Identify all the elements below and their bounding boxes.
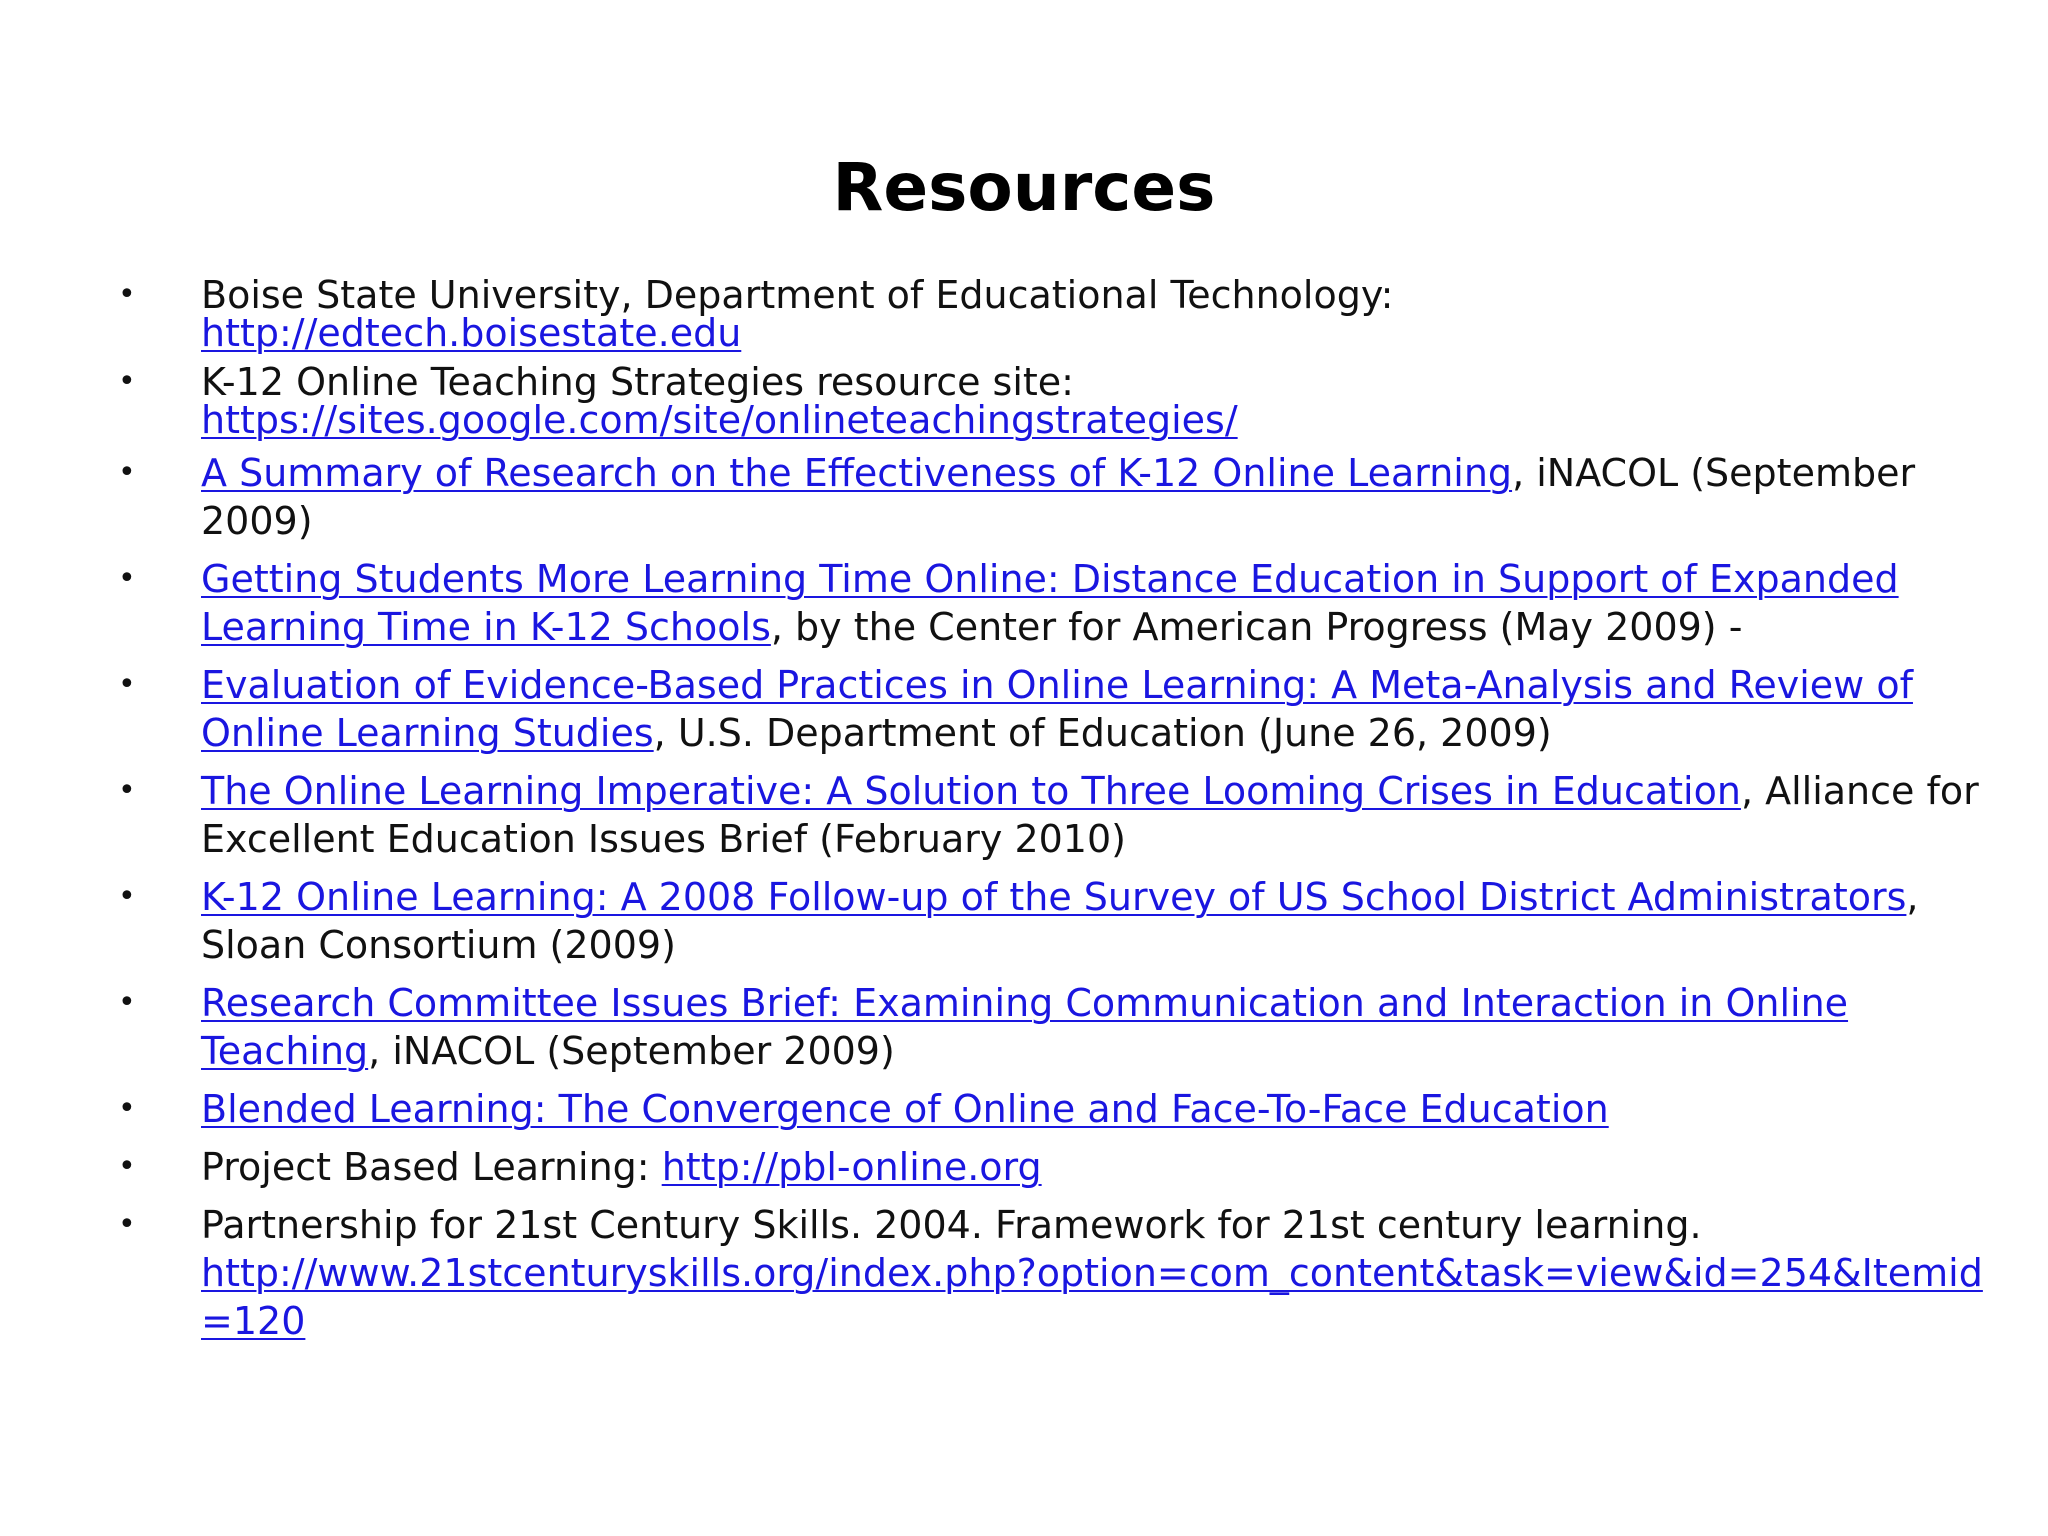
bullet-icon: • — [118, 561, 136, 596]
item-text: , Sloan Consortium (2009) — [201, 875, 1919, 967]
resource-link[interactable]: Evaluation of Evidence-Based Practices in Online Learning: A Meta-Analysis and Review of Online Learning Studies — [201, 663, 1913, 755]
resource-link[interactable]: Getting Students More Learning Time Online: Distance Education in Support of Expanded Learning Time in K-12 Schools — [201, 557, 1899, 649]
resource-link[interactable]: http://edtech.boisestate.edu — [201, 311, 742, 355]
list-item — [118, 979, 1998, 1075]
bullet-icon: • — [118, 667, 136, 702]
bullet-icon: • — [118, 1207, 136, 1242]
resource-link[interactable]: K-12 Online Learning: A 2008 Follow-up of the Survey of US School District Administrators — [201, 875, 1907, 919]
list-item — [118, 555, 1998, 651]
list-item — [118, 873, 1998, 969]
bullet-icon: • — [118, 455, 136, 490]
resource-link[interactable]: Research Committee Issues Brief: Examining Communication and Interaction in Online Teaching — [201, 981, 1849, 1073]
bullet-icon: • — [118, 879, 136, 914]
resource-link[interactable]: The Online Learning Imperative: A Solution to Three Looming Crises in Education — [201, 769, 1741, 813]
item-text: , Alliance for Excellent Education Issues Brief (February 2010) — [201, 769, 1979, 861]
list-item — [118, 1143, 1998, 1191]
bullet-icon: • — [118, 985, 136, 1020]
bullet-icon: • — [118, 277, 136, 312]
item-text: , iNACOL (September 2009) — [201, 451, 1916, 543]
list-item — [118, 1085, 1998, 1133]
list-item — [118, 360, 1998, 442]
resource-link[interactable]: http://pbl-online.org — [661, 1145, 1042, 1189]
slide-title: Resources — [832, 149, 1216, 226]
item-text: Project Based Learning: — [201, 1145, 662, 1189]
resource-link[interactable]: https://sites.google.com/site/onlineteachingstrategies/ — [201, 398, 1238, 442]
list-item — [118, 273, 1998, 355]
bullet-icon: • — [118, 1149, 136, 1184]
list-item — [118, 767, 1998, 863]
item-text: , iNACOL (September 2009) — [368, 1029, 895, 1073]
resource-list — [118, 273, 1998, 1345]
list-item — [118, 449, 1998, 545]
item-text: Boise State University, Department of Educational Technology: — [201, 273, 1394, 317]
bullet-icon: • — [118, 1091, 136, 1126]
resource-link[interactable]: http://www.21stcenturyskills.org/index.php?option=com_content&task=view&id=254&Itemid=120 — [201, 1251, 1983, 1343]
item-text: , U.S. Department of Education (June 26, 2009) — [653, 711, 1552, 755]
item-text: Partnership for 21st Century Skills. 2004. Framework for 21st century learning. — [201, 1203, 1702, 1247]
bullet-icon: • — [118, 773, 136, 808]
list-item — [118, 661, 1998, 757]
list-item — [118, 1201, 1998, 1345]
bullet-icon: • — [118, 364, 136, 399]
resource-link[interactable]: A Summary of Research on the Effectiveness of K-12 Online Learning — [201, 451, 1513, 495]
item-text: , by the Center for American Progress (May 2009) - — [770, 605, 1743, 649]
item-text: K-12 Online Teaching Strategies resource site: — [201, 360, 1074, 404]
resource-link[interactable]: Blended Learning: The Convergence of Online and Face-To-Face Education — [201, 1087, 1609, 1131]
